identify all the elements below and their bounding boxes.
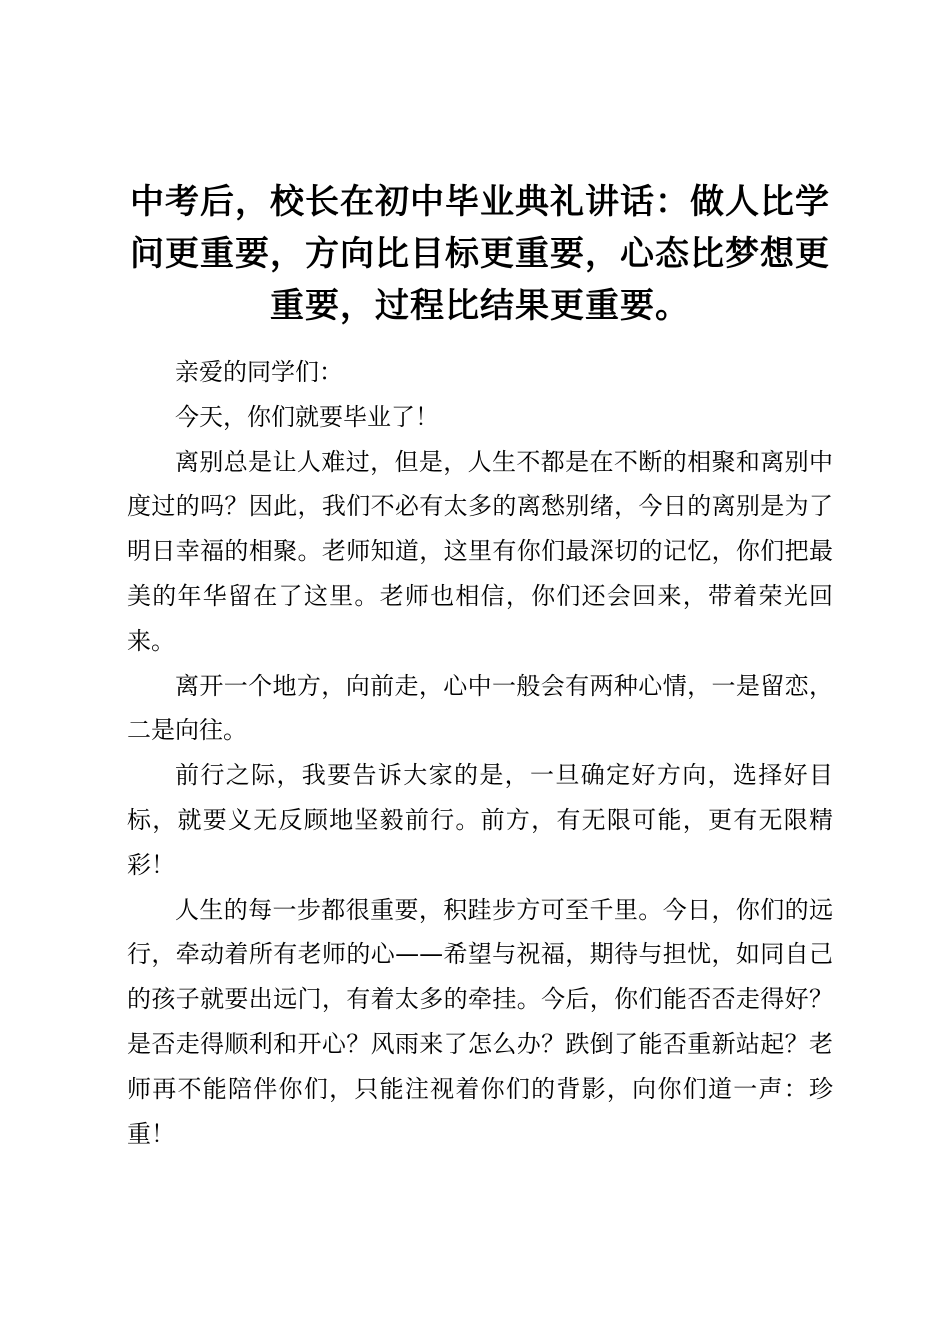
body-paragraph-1: 今天，你们就要毕业了！ <box>175 402 439 431</box>
body-paragraph-3: 离开一个地方，向前走，心中一般会有两种心情，一是留恋，二是向往。 <box>127 671 833 745</box>
body-paragraph-4: 前行之际，我要告诉大家的是，一旦确定好方向，选择好目标，就要义无反顾地坚毅前行。前方，有无限可能，更有无限精彩！ <box>127 761 833 879</box>
salutation-paragraph: 亲爱的同学们： <box>175 358 343 386</box>
body-paragraph-5: 人生的每一步都很重要，积跬步方可至千里。今日，你们的远行，牵动着所有老师的心——希望与祝福，期待与担忧，如同自己的孩子就要出远门，有着太多的牵挂。今后，你们能否否走得好？是否走得顺利和开心？风雨来了怎么办？跌倒了能否重新站起？老师再不能陪伴你们，只能注视着你们的背影，向你们道一声：珍重！ <box>127 895 833 1148</box>
body-paragraph-2: 离别总是让人难过，但是，人生不都是在不断的相聚和离别中度过的吗？因此，我们不必有太多的离愁别绪，今日的离别是为了明日幸福的相聚。老师知道，这里有你们最深切的记忆，你们把最美的年华留在了这里。老师也相信，你们还会回来，带着荣光回来。 <box>127 447 833 655</box>
document-body <box>127 350 833 1156</box>
document-title: 中考后，校长在初中毕业典礼讲话：做人比学问更重要，方向比目标更重要，心态比梦想更重要，过程比结果更重要。 <box>130 182 830 326</box>
document-page <box>127 176 833 1156</box>
